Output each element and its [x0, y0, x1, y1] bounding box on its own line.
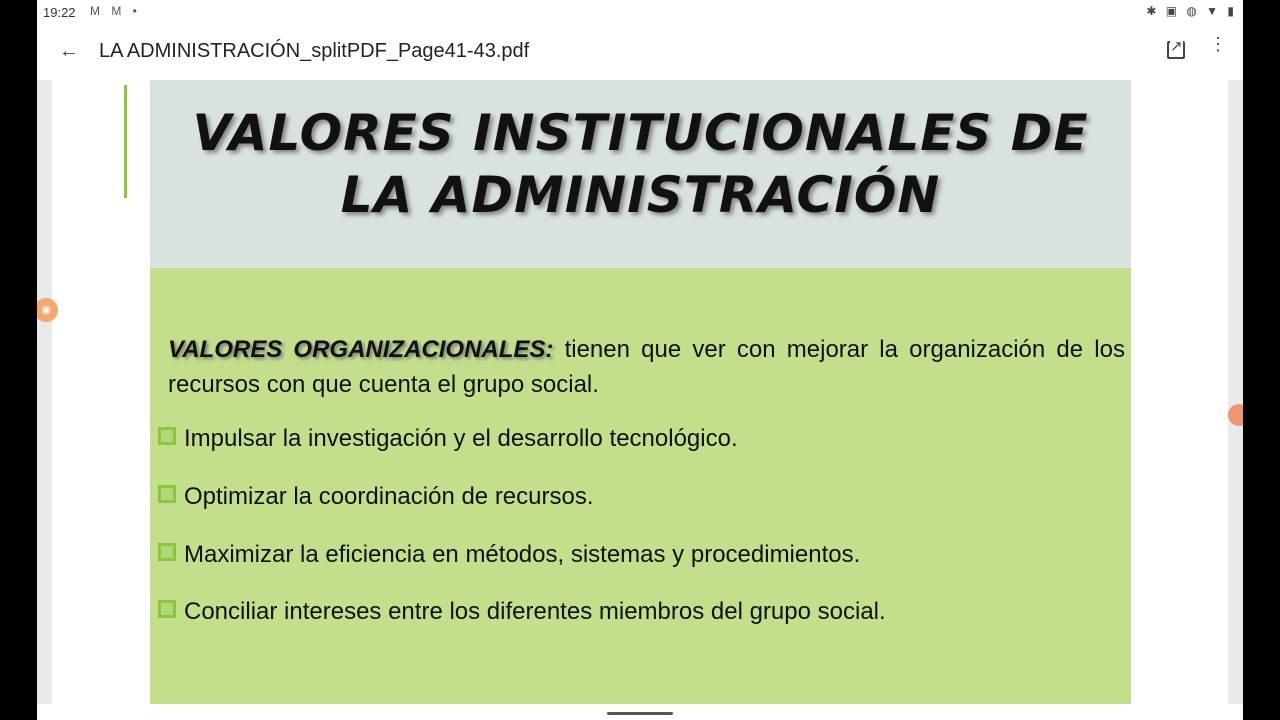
home-handle[interactable] — [607, 712, 673, 715]
intro-label: VALORES ORGANIZACIONALES: — [168, 336, 554, 363]
pdf-viewer[interactable] — [37, 80, 1243, 712]
square-bullet-icon — [158, 485, 176, 503]
square-bullet-icon — [158, 427, 176, 445]
intro-text: tienen que ver con mejorar la organización de los recursos con que cuenta el grupo social. — [168, 336, 1125, 398]
slide-title: VALORES INSTITUCIONALES DE LA ADMINISTRACIÓN — [192, 104, 1089, 224]
list-item-text: Optimizar la coordinación de recursos. — [184, 483, 594, 510]
system-icons: ✱ ▣ ◍ ▼ ▮ — [1146, 4, 1237, 18]
screen — [37, 0, 1243, 720]
notification-icons: M M • — [90, 4, 141, 18]
list-item — [158, 483, 594, 511]
clock: 19:22 — [43, 5, 76, 20]
floating-record-dot[interactable] — [1228, 404, 1243, 426]
document-title: LA ADMINISTRACIÓN_splitPDF_Page41-43.pdf — [99, 40, 530, 62]
camera-icon[interactable]: ◉ — [37, 298, 58, 322]
list-item — [158, 598, 886, 626]
list-item-text: Maximizar la eficiencia en métodos, sistemas y procedimientos. — [184, 541, 861, 568]
more-options-icon[interactable]: ⋮ — [1209, 34, 1227, 54]
decorative-line — [124, 85, 127, 198]
list-item-text: Conciliar intereses entre los diferentes miembros del grupo social. — [184, 598, 886, 625]
square-bullet-icon — [158, 543, 176, 561]
open-external-icon[interactable] — [1167, 41, 1185, 59]
navigation-bar — [37, 704, 1243, 720]
slide-header — [150, 80, 1131, 268]
status-bar — [37, 0, 1243, 28]
list-item — [158, 425, 738, 453]
app-bar — [37, 28, 1243, 80]
intro-paragraph — [168, 332, 1125, 402]
square-bullet-icon — [158, 600, 176, 618]
back-arrow-icon[interactable]: ← — [59, 40, 79, 62]
pdf-page — [52, 80, 1228, 712]
list-item-text: Impulsar la investigación y el desarrollo tecnológico. — [184, 425, 738, 452]
slide-body — [150, 268, 1131, 704]
list-item — [158, 541, 860, 569]
